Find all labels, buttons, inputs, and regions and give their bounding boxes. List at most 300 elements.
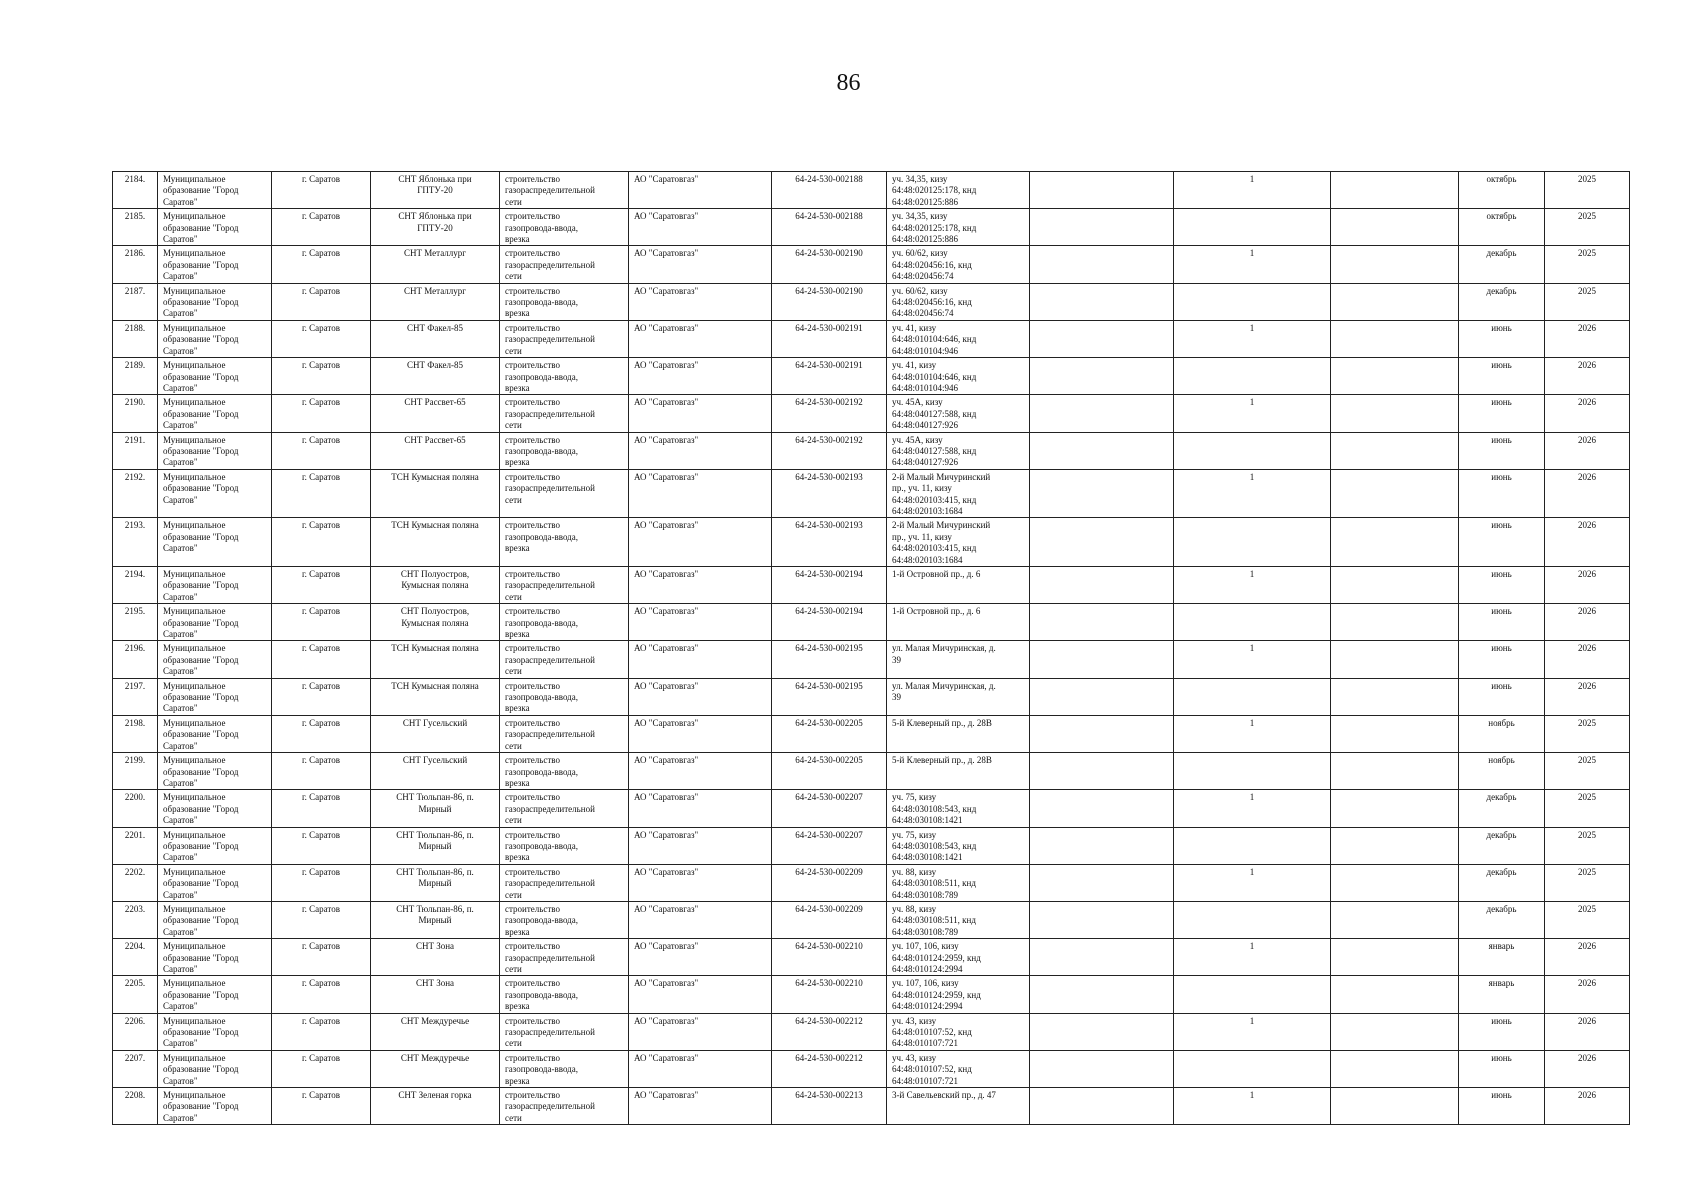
cell-empty (1331, 678, 1459, 715)
cell-organization: АО "Саратовгаз" (629, 432, 772, 469)
cell-work-type: строительство газораспределительной сети (500, 641, 629, 678)
cell-municipality: Муниципальное образование "Город Саратов" (158, 901, 272, 938)
cell-address: уч. 75, кизу 64:48:030108:543, кнд 64:48:030108:1421 (887, 827, 1030, 864)
cell-city: г. Саратов (272, 172, 371, 209)
cell-number: 2199. (113, 753, 158, 790)
cell-object-code: 64-24-530-002191 (772, 358, 887, 395)
cell-object-code: 64-24-530-002188 (772, 172, 887, 209)
cell-year: 2026 (1545, 641, 1630, 678)
cell-number: 2208. (113, 1088, 158, 1125)
cell-municipality: Муниципальное образование "Город Саратов" (158, 604, 272, 641)
cell-organization: АО "Саратовгаз" (629, 678, 772, 715)
cell-city: г. Саратов (272, 518, 371, 567)
cell-quantity (1174, 358, 1331, 395)
cell-empty (1331, 1013, 1459, 1050)
cell-work-type: строительство газораспределительной сети (500, 395, 629, 432)
cell-number: 2191. (113, 432, 158, 469)
cell-work-type: строительство газораспределительной сети (500, 715, 629, 752)
cell-municipality: Муниципальное образование "Город Саратов" (158, 976, 272, 1013)
cell-quantity: 1 (1174, 1088, 1331, 1125)
cell-settlement: ТСН Кумысная поляна (371, 469, 500, 518)
cell-month: январь (1459, 976, 1545, 1013)
cell-empty (1331, 604, 1459, 641)
cell-address: уч. 88, кизу 64:48:030108:511, кнд 64:48:030108:789 (887, 901, 1030, 938)
cell-municipality: Муниципальное образование "Город Саратов" (158, 753, 272, 790)
cell-empty (1030, 790, 1174, 827)
cell-year: 2026 (1545, 1013, 1630, 1050)
cell-settlement: ТСН Кумысная поляна (371, 678, 500, 715)
cell-settlement: СНТ Яблонька при ГПТУ-20 (371, 172, 500, 209)
cell-quantity (1174, 827, 1331, 864)
cell-settlement: СНТ Тюльпан-86, п. Мирный (371, 790, 500, 827)
cell-organization: АО "Саратовгаз" (629, 901, 772, 938)
cell-municipality: Муниципальное образование "Город Саратов" (158, 790, 272, 827)
cell-empty (1331, 246, 1459, 283)
cell-address: уч. 41, кизу 64:48:010104:646, кнд 64:48:010104:946 (887, 358, 1030, 395)
cell-settlement: СНТ Междуречье (371, 1050, 500, 1087)
cell-municipality: Муниципальное образование "Город Саратов" (158, 209, 272, 246)
cell-quantity: 1 (1174, 864, 1331, 901)
cell-month: июнь (1459, 641, 1545, 678)
cell-settlement: СНТ Полуостров, Кумысная поляна (371, 604, 500, 641)
cell-number: 2205. (113, 976, 158, 1013)
table-row (113, 790, 1630, 827)
cell-settlement: СНТ Яблонька при ГПТУ-20 (371, 209, 500, 246)
cell-empty (1030, 358, 1174, 395)
cell-month: ноябрь (1459, 753, 1545, 790)
cell-year: 2026 (1545, 432, 1630, 469)
cell-empty (1030, 604, 1174, 641)
cell-month: декабрь (1459, 283, 1545, 320)
cell-number: 2197. (113, 678, 158, 715)
cell-work-type: строительство газопровода-ввода, врезка (500, 901, 629, 938)
cell-municipality: Муниципальное образование "Город Саратов" (158, 320, 272, 357)
cell-object-code: 64-24-530-002192 (772, 432, 887, 469)
cell-city: г. Саратов (272, 715, 371, 752)
cell-work-type: строительство газораспределительной сети (500, 469, 629, 518)
cell-organization: АО "Саратовгаз" (629, 1013, 772, 1050)
cell-quantity: 1 (1174, 715, 1331, 752)
cell-year: 2025 (1545, 753, 1630, 790)
cell-empty (1030, 753, 1174, 790)
cell-address: уч. 88, кизу 64:48:030108:511, кнд 64:48:030108:789 (887, 864, 1030, 901)
cell-settlement: СНТ Металлург (371, 283, 500, 320)
cell-city: г. Саратов (272, 469, 371, 518)
cell-work-type: строительство газораспределительной сети (500, 1088, 629, 1125)
cell-month: июнь (1459, 320, 1545, 357)
cell-settlement: СНТ Металлург (371, 246, 500, 283)
cell-quantity (1174, 753, 1331, 790)
cell-address: 5-й Клеверный пр., д. 28В (887, 753, 1030, 790)
cell-organization: АО "Саратовгаз" (629, 358, 772, 395)
cell-number: 2187. (113, 283, 158, 320)
cell-work-type: строительство газораспределительной сети (500, 172, 629, 209)
cell-number: 2206. (113, 1013, 158, 1050)
cell-number: 2190. (113, 395, 158, 432)
cell-work-type: строительство газопровода-ввода, врезка (500, 358, 629, 395)
cell-month: июнь (1459, 604, 1545, 641)
table-row (113, 518, 1630, 567)
cell-address: 3-й Савельевский пр., д. 47 (887, 1088, 1030, 1125)
cell-number: 2200. (113, 790, 158, 827)
table-row (113, 715, 1630, 752)
cell-month: июнь (1459, 1050, 1545, 1087)
cell-empty (1331, 715, 1459, 752)
cell-city: г. Саратов (272, 678, 371, 715)
cell-address: уч. 45А, кизу 64:48:040127:588, кнд 64:48:040127:926 (887, 395, 1030, 432)
cell-empty (1331, 976, 1459, 1013)
cell-city: г. Саратов (272, 432, 371, 469)
cell-month: июнь (1459, 469, 1545, 518)
cell-settlement: СНТ Зона (371, 939, 500, 976)
cell-settlement: СНТ Гусельский (371, 753, 500, 790)
cell-organization: АО "Саратовгаз" (629, 518, 772, 567)
cell-year: 2025 (1545, 901, 1630, 938)
cell-empty (1331, 518, 1459, 567)
cell-number: 2184. (113, 172, 158, 209)
cell-empty (1030, 901, 1174, 938)
cell-municipality: Муниципальное образование "Город Саратов" (158, 715, 272, 752)
cell-month: июнь (1459, 678, 1545, 715)
cell-quantity: 1 (1174, 395, 1331, 432)
cell-municipality: Муниципальное образование "Город Саратов" (158, 1050, 272, 1087)
cell-empty (1331, 827, 1459, 864)
cell-work-type: строительство газораспределительной сети (500, 790, 629, 827)
cell-address: ул. Малая Мичуринская, д. 39 (887, 678, 1030, 715)
cell-number: 2185. (113, 209, 158, 246)
cell-organization: АО "Саратовгаз" (629, 320, 772, 357)
cell-organization: АО "Саратовгаз" (629, 209, 772, 246)
cell-settlement: ТСН Кумысная поляна (371, 641, 500, 678)
page-number: 86 (836, 70, 861, 96)
cell-settlement: СНТ Рассвет-65 (371, 432, 500, 469)
cell-empty (1030, 976, 1174, 1013)
table-row (113, 320, 1630, 357)
cell-quantity (1174, 1050, 1331, 1087)
table-row (113, 939, 1630, 976)
cell-empty (1030, 1050, 1174, 1087)
cell-address: уч. 107, 106, кизу 64:48:010124:2959, кнд 64:48:010124:2994 (887, 976, 1030, 1013)
cell-object-code: 64-24-530-002193 (772, 469, 887, 518)
cell-work-type: строительство газопровода-ввода, врезка (500, 432, 629, 469)
cell-address: уч. 60/62, кизу 64:48:020456:16, кнд 64:48:020456:74 (887, 246, 1030, 283)
cell-work-type: строительство газораспределительной сети (500, 246, 629, 283)
cell-object-code: 64-24-530-002193 (772, 518, 887, 567)
cell-object-code: 64-24-530-002192 (772, 395, 887, 432)
cell-number: 2204. (113, 939, 158, 976)
cell-organization: АО "Саратовгаз" (629, 827, 772, 864)
cell-city: г. Саратов (272, 939, 371, 976)
cell-empty (1331, 641, 1459, 678)
cell-organization: АО "Саратовгаз" (629, 604, 772, 641)
cell-settlement: СНТ Факел-85 (371, 320, 500, 357)
cell-year: 2026 (1545, 1088, 1630, 1125)
cell-object-code: 64-24-530-002207 (772, 827, 887, 864)
table-row (113, 604, 1630, 641)
cell-work-type: строительство газопровода-ввода, врезка (500, 753, 629, 790)
cell-object-code: 64-24-530-002212 (772, 1013, 887, 1050)
cell-empty (1030, 1013, 1174, 1050)
cell-object-code: 64-24-530-002209 (772, 864, 887, 901)
table-row (113, 432, 1630, 469)
table-row (113, 172, 1630, 209)
cell-number: 2207. (113, 1050, 158, 1087)
cell-work-type: строительство газораспределительной сети (500, 1013, 629, 1050)
cell-empty (1331, 172, 1459, 209)
cell-quantity: 1 (1174, 172, 1331, 209)
cell-month: июнь (1459, 1013, 1545, 1050)
cell-settlement: СНТ Гусельский (371, 715, 500, 752)
cell-city: г. Саратов (272, 976, 371, 1013)
cell-month: ноябрь (1459, 715, 1545, 752)
cell-empty (1331, 864, 1459, 901)
cell-quantity: 1 (1174, 469, 1331, 518)
table-row (113, 246, 1630, 283)
cell-quantity (1174, 209, 1331, 246)
cell-year: 2025 (1545, 827, 1630, 864)
cell-month: декабрь (1459, 790, 1545, 827)
table-row (113, 976, 1630, 1013)
cell-quantity (1174, 283, 1331, 320)
cell-empty (1331, 432, 1459, 469)
cell-municipality: Муниципальное образование "Город Саратов" (158, 395, 272, 432)
cell-empty (1030, 939, 1174, 976)
cell-municipality: Муниципальное образование "Город Саратов" (158, 283, 272, 320)
cell-number: 2186. (113, 246, 158, 283)
cell-empty (1331, 901, 1459, 938)
cell-quantity (1174, 432, 1331, 469)
cell-empty (1331, 753, 1459, 790)
cell-month: июнь (1459, 358, 1545, 395)
cell-work-type: строительство газораспределительной сети (500, 320, 629, 357)
cell-organization: АО "Саратовгаз" (629, 469, 772, 518)
cell-address: уч. 43, кизу 64:48:010107:52, кнд 64:48:010107:721 (887, 1050, 1030, 1087)
cell-work-type: строительство газопровода-ввода, врезка (500, 678, 629, 715)
register-body (113, 172, 1630, 1125)
table-row (113, 641, 1630, 678)
cell-number: 2196. (113, 641, 158, 678)
table-row (113, 1088, 1630, 1125)
cell-empty (1331, 1088, 1459, 1125)
cell-municipality: Муниципальное образование "Город Саратов" (158, 939, 272, 976)
cell-empty (1331, 283, 1459, 320)
cell-city: г. Саратов (272, 641, 371, 678)
cell-municipality: Муниципальное образование "Город Саратов" (158, 678, 272, 715)
cell-municipality: Муниципальное образование "Город Саратов" (158, 864, 272, 901)
cell-object-code: 64-24-530-002194 (772, 604, 887, 641)
cell-organization: АО "Саратовгаз" (629, 1088, 772, 1125)
cell-empty (1030, 518, 1174, 567)
cell-work-type: строительство газопровода-ввода, врезка (500, 1050, 629, 1087)
cell-object-code: 64-24-530-002205 (772, 753, 887, 790)
cell-number: 2195. (113, 604, 158, 641)
cell-quantity: 1 (1174, 567, 1331, 604)
cell-address: уч. 34,35, кизу 64:48:020125:178, кнд 64:48:020125:886 (887, 209, 1030, 246)
cell-empty (1030, 320, 1174, 357)
cell-month: декабрь (1459, 864, 1545, 901)
cell-year: 2025 (1545, 172, 1630, 209)
cell-organization: АО "Саратовгаз" (629, 790, 772, 827)
cell-city: г. Саратов (272, 209, 371, 246)
cell-object-code: 64-24-530-002190 (772, 246, 887, 283)
cell-month: июнь (1459, 567, 1545, 604)
cell-number: 2192. (113, 469, 158, 518)
cell-work-type: строительство газопровода-ввода, врезка (500, 976, 629, 1013)
cell-empty (1030, 469, 1174, 518)
cell-month: октябрь (1459, 172, 1545, 209)
cell-organization: АО "Саратовгаз" (629, 395, 772, 432)
cell-address: уч. 107, 106, кизу 64:48:010124:2959, кнд 64:48:010124:2994 (887, 939, 1030, 976)
cell-object-code: 64-24-530-002190 (772, 283, 887, 320)
cell-empty (1030, 1088, 1174, 1125)
cell-city: г. Саратов (272, 358, 371, 395)
cell-object-code: 64-24-530-002195 (772, 678, 887, 715)
cell-year: 2026 (1545, 939, 1630, 976)
cell-organization: АО "Саратовгаз" (629, 976, 772, 1013)
table-row (113, 358, 1630, 395)
cell-year: 2026 (1545, 1050, 1630, 1087)
cell-city: г. Саратов (272, 604, 371, 641)
cell-organization: АО "Саратовгаз" (629, 172, 772, 209)
table-row (113, 1050, 1630, 1087)
table-row (113, 678, 1630, 715)
cell-empty (1030, 432, 1174, 469)
cell-empty (1030, 209, 1174, 246)
cell-object-code: 64-24-530-002213 (772, 1088, 887, 1125)
cell-municipality: Муниципальное образование "Город Саратов" (158, 518, 272, 567)
cell-empty (1030, 246, 1174, 283)
cell-work-type: строительство газопровода-ввода, врезка (500, 827, 629, 864)
table-row (113, 864, 1630, 901)
cell-number: 2194. (113, 567, 158, 604)
cell-settlement: СНТ Рассвет-65 (371, 395, 500, 432)
cell-year: 2026 (1545, 469, 1630, 518)
cell-settlement: СНТ Зона (371, 976, 500, 1013)
cell-quantity (1174, 604, 1331, 641)
cell-city: г. Саратов (272, 827, 371, 864)
cell-year: 2026 (1545, 976, 1630, 1013)
cell-organization: АО "Саратовгаз" (629, 246, 772, 283)
cell-settlement: СНТ Тюльпан-86, п. Мирный (371, 827, 500, 864)
cell-year: 2026 (1545, 395, 1630, 432)
cell-organization: АО "Саратовгаз" (629, 641, 772, 678)
cell-address: 1-й Островной пр., д. 6 (887, 604, 1030, 641)
cell-organization: АО "Саратовгаз" (629, 864, 772, 901)
table-row (113, 283, 1630, 320)
cell-quantity (1174, 901, 1331, 938)
cell-work-type: строительство газопровода-ввода, врезка (500, 604, 629, 641)
cell-quantity: 1 (1174, 790, 1331, 827)
table-row (113, 209, 1630, 246)
cell-quantity: 1 (1174, 939, 1331, 976)
table-row (113, 567, 1630, 604)
cell-empty (1030, 283, 1174, 320)
cell-quantity: 1 (1174, 246, 1331, 283)
cell-settlement: СНТ Полуостров, Кумысная поляна (371, 567, 500, 604)
cell-empty (1331, 320, 1459, 357)
cell-month: декабрь (1459, 246, 1545, 283)
cell-year: 2025 (1545, 246, 1630, 283)
cell-work-type: строительство газораспределительной сети (500, 567, 629, 604)
cell-empty (1030, 864, 1174, 901)
cell-month: июнь (1459, 432, 1545, 469)
register-table (112, 171, 1630, 1125)
cell-number: 2188. (113, 320, 158, 357)
cell-address: ул. Малая Мичуринская, д. 39 (887, 641, 1030, 678)
cell-municipality: Муниципальное образование "Город Саратов" (158, 172, 272, 209)
cell-empty (1030, 395, 1174, 432)
cell-municipality: Муниципальное образование "Город Саратов" (158, 469, 272, 518)
cell-municipality: Муниципальное образование "Город Саратов" (158, 432, 272, 469)
cell-municipality: Муниципальное образование "Город Саратов" (158, 246, 272, 283)
cell-empty (1331, 567, 1459, 604)
cell-work-type: строительство газораспределительной сети (500, 939, 629, 976)
cell-municipality: Муниципальное образование "Город Саратов" (158, 567, 272, 604)
cell-year: 2025 (1545, 864, 1630, 901)
cell-organization: АО "Саратовгаз" (629, 1050, 772, 1087)
cell-empty (1030, 678, 1174, 715)
cell-object-code: 64-24-530-002194 (772, 567, 887, 604)
table-row (113, 1013, 1630, 1050)
cell-quantity: 1 (1174, 641, 1331, 678)
cell-empty (1030, 715, 1174, 752)
cell-address: 2-й Малый Мичуринский пр., уч. 11, кизу 64:48:020103:415, кнд 64:48:020103:1684 (887, 469, 1030, 518)
cell-quantity: 1 (1174, 1013, 1331, 1050)
table-row (113, 395, 1630, 432)
cell-address: 5-й Клеверный пр., д. 28В (887, 715, 1030, 752)
cell-object-code: 64-24-530-002195 (772, 641, 887, 678)
cell-empty (1331, 395, 1459, 432)
cell-month: июнь (1459, 1088, 1545, 1125)
cell-city: г. Саратов (272, 753, 371, 790)
cell-address: уч. 43, кизу 64:48:010107:52, кнд 64:48:010107:721 (887, 1013, 1030, 1050)
cell-empty (1331, 939, 1459, 976)
cell-year: 2026 (1545, 567, 1630, 604)
cell-city: г. Саратов (272, 1088, 371, 1125)
cell-number: 2203. (113, 901, 158, 938)
table-row (113, 901, 1630, 938)
cell-number: 2201. (113, 827, 158, 864)
cell-month: июнь (1459, 395, 1545, 432)
cell-organization: АО "Саратовгаз" (629, 753, 772, 790)
cell-settlement: СНТ Факел-85 (371, 358, 500, 395)
cell-year: 2025 (1545, 209, 1630, 246)
cell-year: 2025 (1545, 283, 1630, 320)
cell-address: 2-й Малый Мичуринский пр., уч. 11, кизу 64:48:020103:415, кнд 64:48:020103:1684 (887, 518, 1030, 567)
cell-work-type: строительство газораспределительной сети (500, 864, 629, 901)
cell-month: декабрь (1459, 901, 1545, 938)
cell-number: 2202. (113, 864, 158, 901)
cell-city: г. Саратов (272, 1013, 371, 1050)
cell-quantity (1174, 518, 1331, 567)
cell-organization: АО "Саратовгаз" (629, 283, 772, 320)
cell-city: г. Саратов (272, 790, 371, 827)
cell-organization: АО "Саратовгаз" (629, 715, 772, 752)
cell-empty (1030, 641, 1174, 678)
cell-work-type: строительство газопровода-ввода, врезка (500, 283, 629, 320)
cell-empty (1030, 827, 1174, 864)
cell-month: январь (1459, 939, 1545, 976)
cell-quantity (1174, 976, 1331, 1013)
cell-object-code: 64-24-530-002188 (772, 209, 887, 246)
cell-object-code: 64-24-530-002205 (772, 715, 887, 752)
cell-municipality: Муниципальное образование "Город Саратов" (158, 1013, 272, 1050)
cell-address: уч. 41, кизу 64:48:010104:646, кнд 64:48:010104:946 (887, 320, 1030, 357)
cell-object-code: 64-24-530-002207 (772, 790, 887, 827)
cell-number: 2189. (113, 358, 158, 395)
cell-year: 2025 (1545, 790, 1630, 827)
cell-organization: АО "Саратовгаз" (629, 939, 772, 976)
